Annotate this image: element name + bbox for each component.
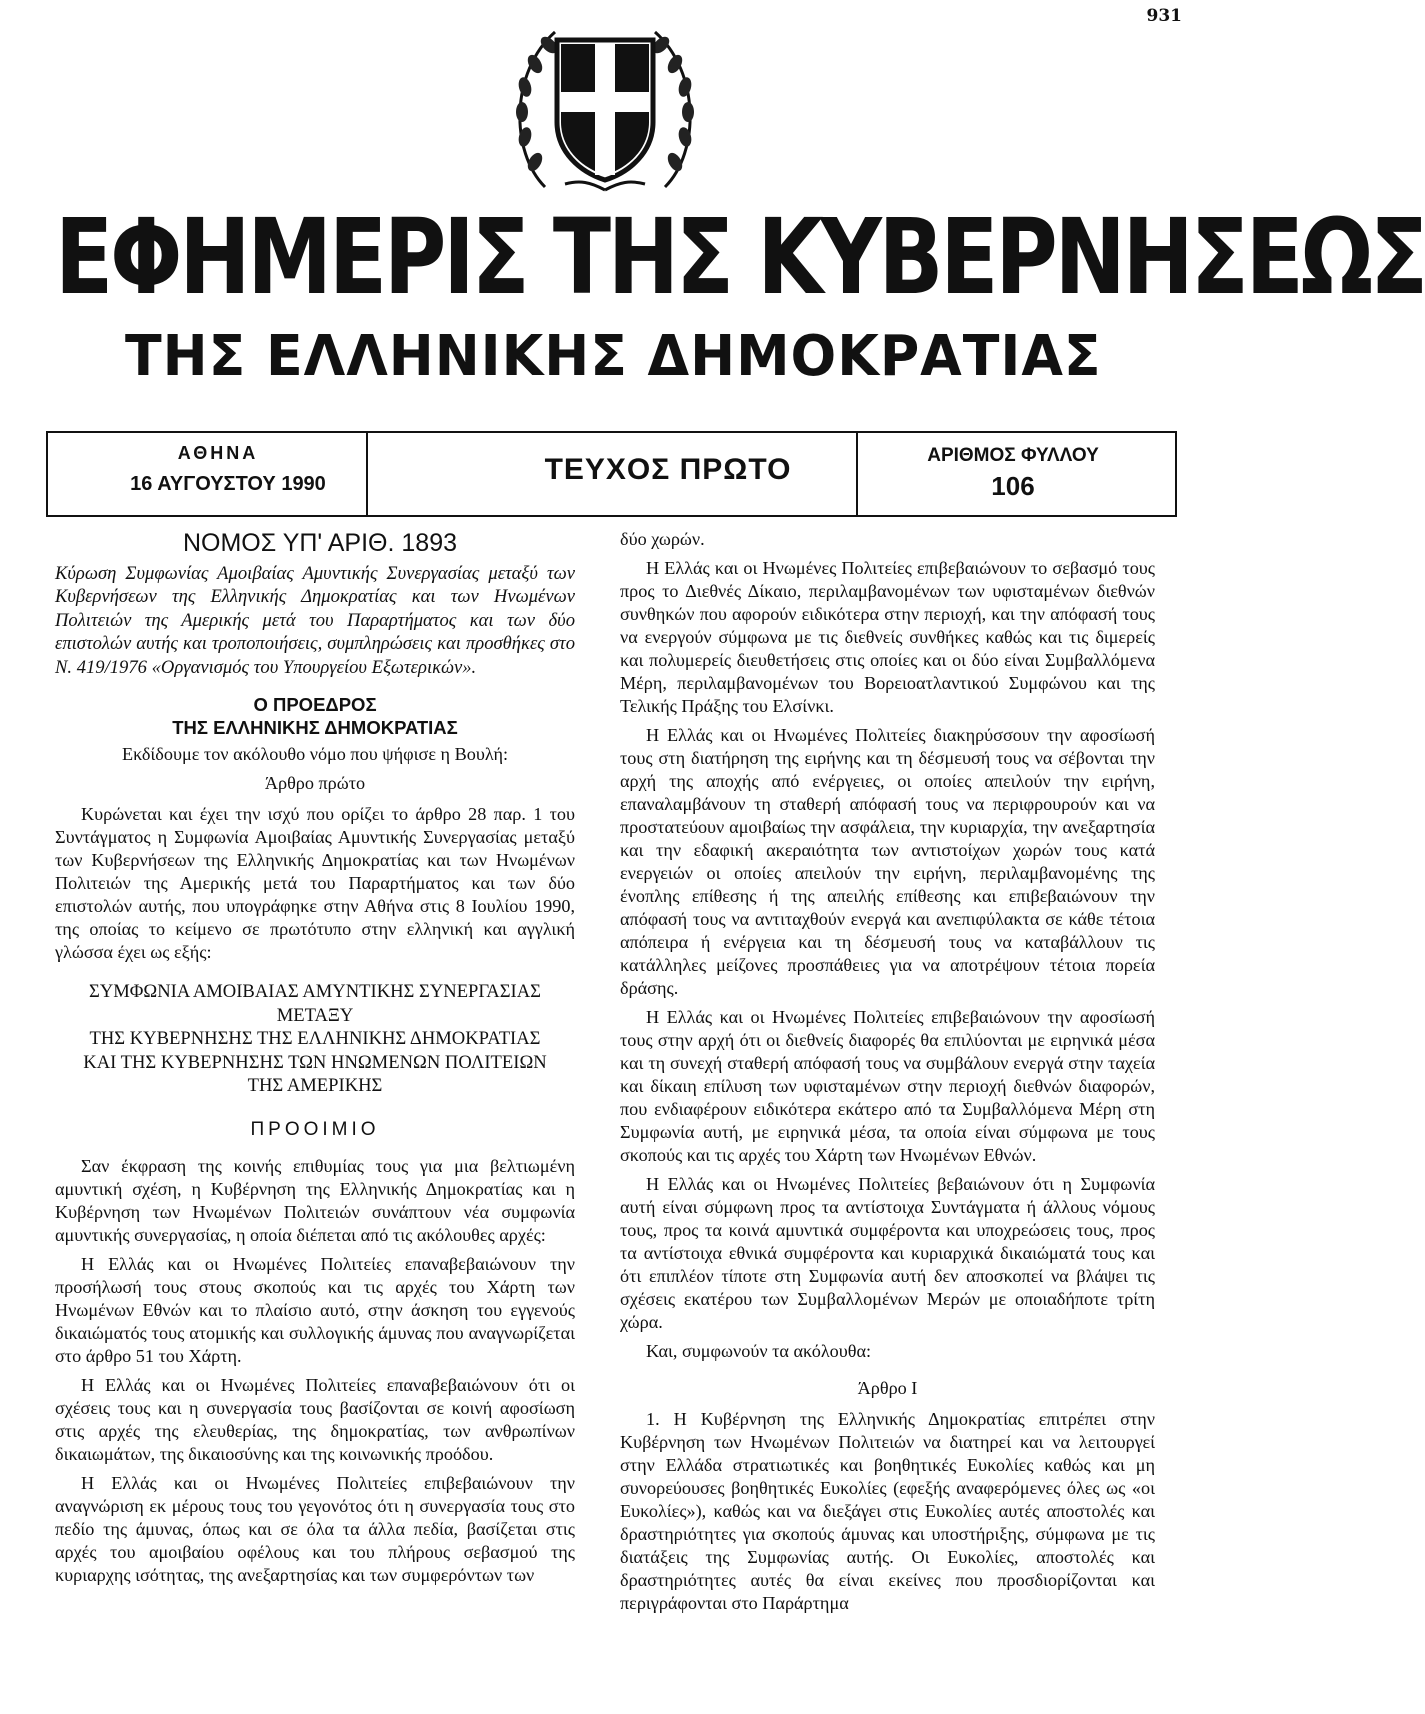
page-number: 931 — [1146, 6, 1182, 26]
sheet-number-label: ΑΡΙΘΜΟΣ ΦΥΛΛΟΥ — [927, 445, 1099, 466]
president-title-line1: Ο ΠΡΟΕΔΡΟΣ — [253, 694, 377, 716]
preamble-intro: Σαν έκφραση της κοινής επιθυμίας τους για μια βελτιωμένη αμυντική σχέση, η Κυβέρνηση της Ελληνικής Δημοκρατίας και η Κυβέρνηση των Ηνωμένων Πολιτειών συνάπτουν νέα συμφωνία αμυντικής συνεργασίας, η οποία διέπεται από τις ακόλουθες αρχές: — [55, 1155, 575, 1245]
preamble-paragraph: Η Ελλάς και οι Ηνωμένες Πολιτείες βεβαιώνουν ότι η Συμφωνία αυτή είναι σύμφωνη προς τα αντίστοιχα Συντάγματα ή άλλους νόμους τους, προς τα κοινά αμυντικά συμφέροντα και υποχρεώσεις τους, προς τα αντίστοιχα εθνικά συμφέροντα και κυριαρχικά δικαιώματά τους και ότι επιπλέον τίποτε στη Συμφωνία αυτή δεν αποσκοπεί να βλάψει τις σχέσεις εκατέρου των Συμβαλλομένων Μερών με οποιαδήποτε τρίτη χώρα. — [620, 1174, 1155, 1332]
law-heading: ΝΟΜΟΣ ΥΠ' ΑΡΙΘ. 1893 — [182, 529, 458, 557]
preamble-paragraph: Η Ελλάς και οι Ηνωμένες Πολιτείες επιβεβαιώνουν την αναγνώριση εκ μέρους τους του γεγονότος ότι η συνεργασία τους στο πεδίο της άμυνας, όπως και σε όλα τα άλλα πεδία, βασίζεται στις αρχές του αμοιβαίου οφέλους και του πλήρους σεβασμού της κυριαρχης ισότητας, της ανεξαρτησίας και των συμφερόντων των — [55, 1472, 575, 1585]
issue-info-box — [46, 431, 1177, 517]
agreement-title-line5: ΤΗΣ ΑΜΕΡΙΚΗΣ — [247, 1075, 383, 1097]
agreement-title — [55, 980, 575, 1098]
promulgation-text: Εκδίδουμε τον ακόλουθο νόμο που ψήφισε η Βουλή: — [121, 744, 509, 765]
masthead-subtitle: ΤΗΣ ΕΛΛΗΝΙΚΗΣ ΔΗΜΟΚΡΑΤΙΑΣ — [125, 324, 1102, 389]
preamble-heading: ΠΡΟΟΙΜΙΟ — [250, 1118, 380, 1140]
preamble-paragraph: Η Ελλάς και οι Ηνωμένες Πολιτείες επιβεβαιώνουν το σεβασμό τους προς το Διεθνές Δίκαιο, περιλαμβανομένων των υφισταμένων διεθνών συνθηκών που αφορούν ειδικότερα στην περιοχή, και την απόφασή τους να ενεργούν σύμφωνα με τις διεθνείς συνθήκες καθώς και τις διμερείς και πολυμερείς διευθετήσεις στις οποίες και οι δύο είναι Συμβαλλόμενα Μέρη, περιλαμβανομένων του Βορειοατλαντικού Συμφώνου και της Τελικής Πράξης του Ελσίνκι. — [620, 558, 1155, 716]
issue-date: 16 ΑΥΓΟΥΣΤΟΥ 1990 — [130, 473, 326, 495]
issue-city: ΑΘΗΝΑ — [177, 443, 259, 463]
issue-box-divider — [366, 433, 368, 515]
article-first-text: Κυρώνεται και έχει την ισχύ που ορίζει το άρθρο 28 παρ. 1 του Συντάγματος η Συμφωνία Αμοιβαίας Αμυντικής Συνεργασίας μεταξύ των Κυβερνήσεων της Ελληνικής Δημοκρατίας και των Ηνωμένων Πολιτειών της Αμερικής μετά του Παραρτήματος και των δύο επιστολών αυτής, που υπογράφηκε στην Αθήνα στις 8 Ιουλίου 1990, της οποίας το κείμενο σε πρωτότυπο στην ελληνική και αγγλική γλώσσα έχει ως εξής: — [55, 804, 575, 963]
right-column — [620, 528, 1155, 1621]
agreement-title-line3: ΤΗΣ ΚΥΒΕΡΝΗΣΗΣ ΤΗΣ ΕΛΛΗΝΙΚΗΣ ΔΗΜΟΚΡΑΤΙΑΣ — [89, 1028, 541, 1050]
preamble-paragraph: Η Ελλάς και οι Ηνωμένες Πολιτείες επιβεβαιώνουν την αφοσίωσή τους στην αρχή ότι οι διεθνείς διαφορές θα επιλύονται με ειρηνικά μέσα και τη συνεχή σταθερή απόφασή τους να συμβάλουν ενεργά στην ταχεία και δίκαιη επίλυση των υφισταμένων στην περιοχή διεθνών διαφορών, που ενδιαφέρουν ειδικότερα εκάτερο από τα Συμβαλλόμενα Μέρη στη Συμφωνία αυτή, με ειρηνικά μέσα, τα οποία είναι σύμφωνα με τους σκοπούς και τις αρχές του Χάρτη των Ηνωμένων Εθνών. — [620, 1007, 1155, 1165]
article-one-heading: Άρθρο Ι — [857, 1378, 918, 1398]
issue-volume: ΤΕΥΧΟΣ ΠΡΩΤΟ — [544, 453, 792, 486]
continuation-text: δύο χωρών. — [620, 529, 705, 549]
agreement-title-line4: ΚΑΙ ΤΗΣ ΚΥΒΕΡΝΗΣΗΣ ΤΩΝ ΗΝΩΜΕΝΩΝ ΠΟΛΙΤΕΙΩΝ — [83, 1051, 547, 1073]
agreement-title-line1: ΣΥΜΦΩΝΙΑ ΑΜΟΙΒΑΙΑΣ ΑΜΥΝΤΙΚΗΣ ΣΥΝΕΡΓΑΣΙΑΣ — [89, 981, 541, 1003]
agreement-title-line2: ΜΕΤΑΞΥ — [276, 1004, 354, 1026]
sheet-number: 106 — [991, 471, 1035, 501]
coat-of-arms-emblem — [505, 12, 705, 202]
masthead-title: ΕΦΗΜΕΡΙΣ ΤΗΣ ΚΥΒΕΡΝΗΣΕΩΣ — [55, 196, 1425, 318]
preamble-paragraph: Η Ελλάς και οι Ηνωμένες Πολιτείες επαναβεβαιώνουν την προσήλωσή τους στους σκοπούς και τις αρχές του Χάρτη των Ηνωμένων Εθνών και το πλαίσιο αυτό, στην άσκηση του εγγενούς δικαιώματός τους ατομικής και συλλογικής άμυνας που αναγνωρίζεται στο άρθρο 51 του Χάρτη. — [55, 1253, 575, 1366]
preamble-paragraph: Η Ελλάς και οι Ηνωμένες Πολιτείες επαναβεβαιώνουν ότι οι σχέσεις τους και η συνεργασία τους βασίζονται σε κοινή αφοσίωση στις αρχές της ελευθερίας, της δημοκρατίας, των ανθρωπίνων δικαιωμάτων, της δικαιοσύνης και της κοινωνικής προόδου. — [55, 1374, 575, 1464]
president-title-line2: ΤΗΣ ΕΛΛΗΝΙΚΗΣ ΔΗΜΟΚΡΑΤΙΑΣ — [172, 717, 458, 739]
agreement-clause: Και, συμφωνούν τα ακόλουθα: — [646, 1341, 872, 1361]
left-column — [55, 528, 575, 1593]
preamble-paragraph: Η Ελλάς και οι Ηνωμένες Πολιτείες διακηρύσσουν την αφοσίωσή τους στη διατήρηση της ειρήνης και τη δέσμευσή τους να σέβονται την αρχή της αποχής από ενέργειες, οι οποίες απειλούν την ειρήνη, επαναλαμβάνουν τη σταθερή απόφασή τους να περιφρουρούν και να προστατεύουν αμοιβαίως την ασφάλεια, την κυριαρχία, την ανεξαρτησία και την εδαφική ακεραιότητα των αντιστοίχων χωρών τους κατά ενεργειών οι οποίες απειλούν την ειρήνη, περιλαμβανομένης της ένοπλης επίθεσης ή της απειλής επίθεσης και επιβεβαιώνουν την απόφασή τους να αντιταχθούν ενεργά και ανεπιφύλακτα σε κάθε τέτοια απόπειρα ή ενέργεια και τη δέσμευσή τους να καταβάλλουν τις κατάλληλες μείζονες προσπάθειες για να αποτρέψουν τέτοια πορεία δράσης. — [620, 725, 1155, 998]
article-one-text: 1. Η Κυβέρνηση της Ελληνικής Δημοκρατίας επιτρέπει στην Κυβέρνηση των Ηνωμένων Πολιτειών να διατηρεί και να λειτουργεί στην Ελλάδα στρατιωτικές και βοηθητικές Ευκολίες καθώς και μη συνορεύουσες βοηθητικές Ευκολίες (εφεξής αναφερόμενες όλες ως «οι Ευκολίες»), καθώς και να διεξάγει στις Ευκολίες αυτές αποστολές και δραστηριότητες για σκοπούς άμυνας και υποστήριξης, σύμφωνα με τις διατάξεις της Συμφωνίας αυτής. Οι Ευκολίες, αποστολές και δραστηριότητες αυτές θα είναι εκείνες που προσδιορίζονται και περιγράφονται στο Παράρτημα — [620, 1409, 1155, 1613]
article-first-heading: Άρθρο πρώτο — [264, 773, 366, 794]
law-description: Κύρωση Συμφωνίας Αμοιβαίας Αμυντικής Συνεργασίας μεταξύ των Κυβερνήσεων της Ελληνικής Δημοκρατίας και των Ηνωμένων Πολιτειών της Αμερικής μετά του Παραρτήματος και των δύο επιστολών αυτής και τροποποιήσεις, συμπληρώσεις και προσθήκες στο Ν. 419/1976 «Οργανισμός του Υπουργείου Εξωτερικών». — [55, 563, 575, 678]
